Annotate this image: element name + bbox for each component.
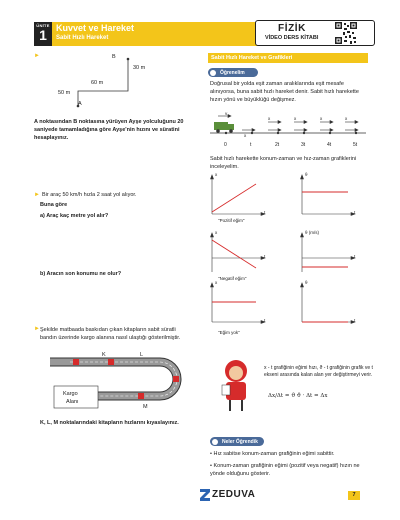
unit-number: 1 — [39, 27, 47, 43]
bullet-arrow-icon: ► — [34, 192, 40, 198]
learned-icon — [212, 439, 218, 445]
g5-axis-x: x — [215, 280, 218, 285]
learned-bullet-2-text: Konum-zaman grafiğinin eğimi (pozitif veya negatif) hızın ne yönde olduğunu gösterir. — [210, 463, 360, 477]
book-subtitle: VİDEO DERS KİTABI — [265, 35, 319, 41]
g4-axis-v: ϑ (m/s) — [305, 230, 319, 235]
g4-axis-t: t — [354, 254, 356, 259]
unit-badge — [34, 22, 52, 46]
learned-bullet-1: • Hız sabitse konum-zaman grafiğinin eğimi sabittir. — [210, 451, 335, 457]
distance-50m: 50 m — [58, 90, 71, 96]
zeduva-logo-icon — [200, 489, 210, 501]
learned-bullet-1-text: Hız sabitse konum-zaman grafiğinin eğimi sabittir. — [213, 451, 335, 457]
question-4: K, L, M noktalarındaki kitapların hızlarını kıyaslayınız. — [40, 420, 179, 426]
bullet-arrow-icon: ► — [34, 326, 40, 332]
section-header — [208, 53, 368, 63]
x-label-1: x — [268, 116, 271, 121]
time-2t: 2t — [275, 142, 280, 148]
x-label-4: x — [345, 116, 348, 121]
bullet-arrow-icon: ► — [34, 53, 40, 59]
constant-velocity-diagram — [208, 108, 368, 146]
graph-intro: Sabit hızlı harekette konum-zaman ve hız-zaman grafiklerini inceleyelim. — [210, 156, 357, 171]
g1-axis-t: t — [264, 210, 266, 215]
x-label-2: x — [294, 116, 297, 121]
g3-axis-x: x — [215, 230, 218, 235]
time-0: 0 — [224, 142, 227, 148]
question-2a: a) Araç kaç metre yol alır? — [40, 213, 109, 219]
time-3t: 3t — [301, 142, 306, 148]
learn-label: Öğrenelim — [220, 69, 245, 76]
caption-negative: "Negatif eğim" — [218, 276, 247, 281]
question-2b: b) Aracın son konumu ne olur? — [40, 271, 122, 277]
definition-paragraph: Doğrusal bir yolda eşit zaman aralıklarında eşit mesafe alınıyorsa, buna sabit hızlı hareket denir. Sabit hızlı harekette hızın yönü ve büyüklüğü değişmez. — [210, 81, 359, 104]
g1-axis-x: x — [215, 172, 218, 177]
caption-zero: "Eğim yok" — [218, 330, 240, 335]
teacher-figure-illustration — [208, 355, 268, 413]
time-4t: 4t — [327, 142, 332, 148]
question-3: Şekilde matbaada baskıdan çıkan kitapların sabit süratli bandın üzerinde kargo alanına nasıl ulaştığı gösterilmiştir. — [40, 327, 181, 341]
section-title: Sabit Hızlı Hareket ve Grafikleri — [211, 54, 293, 61]
g2-axis-t: t — [354, 210, 356, 215]
page-number: 7 — [348, 491, 360, 500]
g6-axis-v: ϑ — [305, 280, 308, 285]
unit-label: ÜNİTE — [36, 23, 50, 28]
conveyor-belt-diagram — [40, 352, 190, 414]
learned-bullet-2: • Konum-zaman grafiğinin eğimi (pozitif veya negatif) hızın ne yönde olduğunu gösterir. — [210, 463, 360, 477]
caption-positive: "Pozitif eğim" — [218, 218, 245, 223]
learned-badge — [210, 437, 264, 446]
time-5t: 5t — [353, 142, 358, 148]
slope-explanation: x - t grafiğinin eğimi hızı, ϑ - t grafiğinin grafik ve t ekseni arasında kalan alan yer değiştirmeyi verir. — [264, 365, 373, 378]
distance-30m: 30 m — [133, 65, 146, 71]
distance-60m: 60 m — [91, 80, 104, 86]
qr-code-icon[interactable] — [334, 21, 358, 45]
page-header — [0, 0, 400, 48]
zeduva-logo-text: ZEDUVA — [212, 489, 256, 500]
learn-badge — [208, 68, 258, 77]
learned-label: Neler Öğrendik — [222, 438, 258, 445]
point-m-label: M — [143, 404, 148, 410]
velocity-label: v — [225, 111, 228, 116]
g2-axis-v: ϑ — [305, 172, 308, 177]
page-footer — [0, 485, 400, 505]
velocity-equation: Δx/Δt = ϑ ϑ · Δt = Δx — [268, 393, 328, 399]
learn-icon — [210, 70, 216, 76]
g5-axis-t: t — [264, 318, 266, 323]
cargo-label-1: Kargo — [63, 391, 78, 397]
point-l-label: L — [140, 352, 144, 358]
g3-axis-t: t — [264, 254, 266, 259]
motion-graphs — [208, 172, 373, 337]
question-2-intro: Bir araç 50 km/h hızla 2 saat yol alıyor. — [42, 192, 137, 198]
unit-title: Kuvvet ve Hareket — [56, 23, 135, 33]
g6-axis-t: t — [354, 318, 356, 323]
point-b-label: B — [112, 54, 116, 60]
question-2-buna: Buna göre — [40, 202, 68, 208]
time-t: t — [250, 142, 252, 148]
unit-subtitle: Sabit Hızlı Hareket — [56, 35, 109, 41]
book-title: FİZİK — [278, 23, 306, 34]
question-1: A noktasından B noktasına yürüyen Ayşe yolculuğunu 20 saniyede tamamladığına göre Ayşe'nin hızını ve süratini hesaplayınız. — [34, 119, 184, 142]
x-label-0: x — [244, 133, 247, 138]
point-a-label: A — [78, 101, 82, 107]
cargo-label-2: Alanı — [66, 399, 79, 405]
point-k-label: K — [102, 352, 106, 358]
x-label-3: x — [320, 116, 323, 121]
